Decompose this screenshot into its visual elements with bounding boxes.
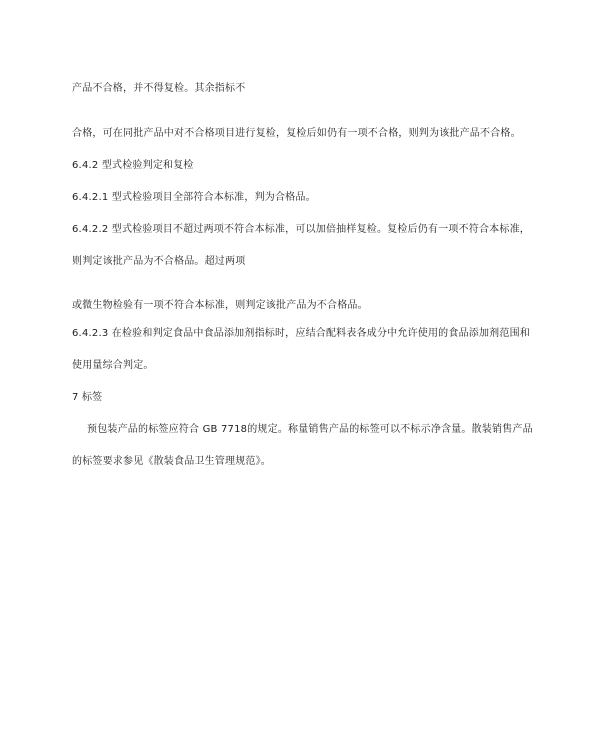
text-line-9: 使用量综合判定。 [72, 360, 154, 371]
clause-6-4-2-2: 6.4.2.2 型式检验项目不超过两项不符合本标准，可以加倍抽样复检。复检后仍有一项不符合本标准， [72, 224, 530, 235]
label-paragraph-line-2: 的标签要求参见《散装食品卫生管理规范》。 [72, 456, 271, 467]
clause-6-4-2-1: 6.4.2.1 型式检验项目全部符合本标准，判为合格品。 [72, 192, 316, 203]
clause-6-4-2-3: 6.4.2.3 在检验和判定食品中食品添加剂指标时，应结合配料表各成分中允许使用的食品添加剂范围和 [72, 328, 530, 339]
text-line-1: 产品不合格，并不得复检。其余指标不 [72, 83, 246, 94]
text-line-2: 合格，可在同批产品中对不合格项目进行复检，复检后如仍有一项不合格，则判为该批产品不合格。 [72, 128, 521, 139]
text-line-6: 则判定该批产品为不合格品。超过两项 [72, 256, 246, 267]
text-line-7: 或微生物检验有一项不符合本标准，则判定该批产品为不合格品。 [72, 300, 368, 311]
section-heading-7: 7 标签 [72, 392, 103, 403]
label-paragraph-line-1: 预包装产品的标签应符合 GB 7718的规定。称量销售产品的标签可以不标示净含量。散装销售产品 [87, 424, 533, 435]
section-heading-6-4-2: 6.4.2 型式检验判定和复检 [72, 160, 194, 171]
